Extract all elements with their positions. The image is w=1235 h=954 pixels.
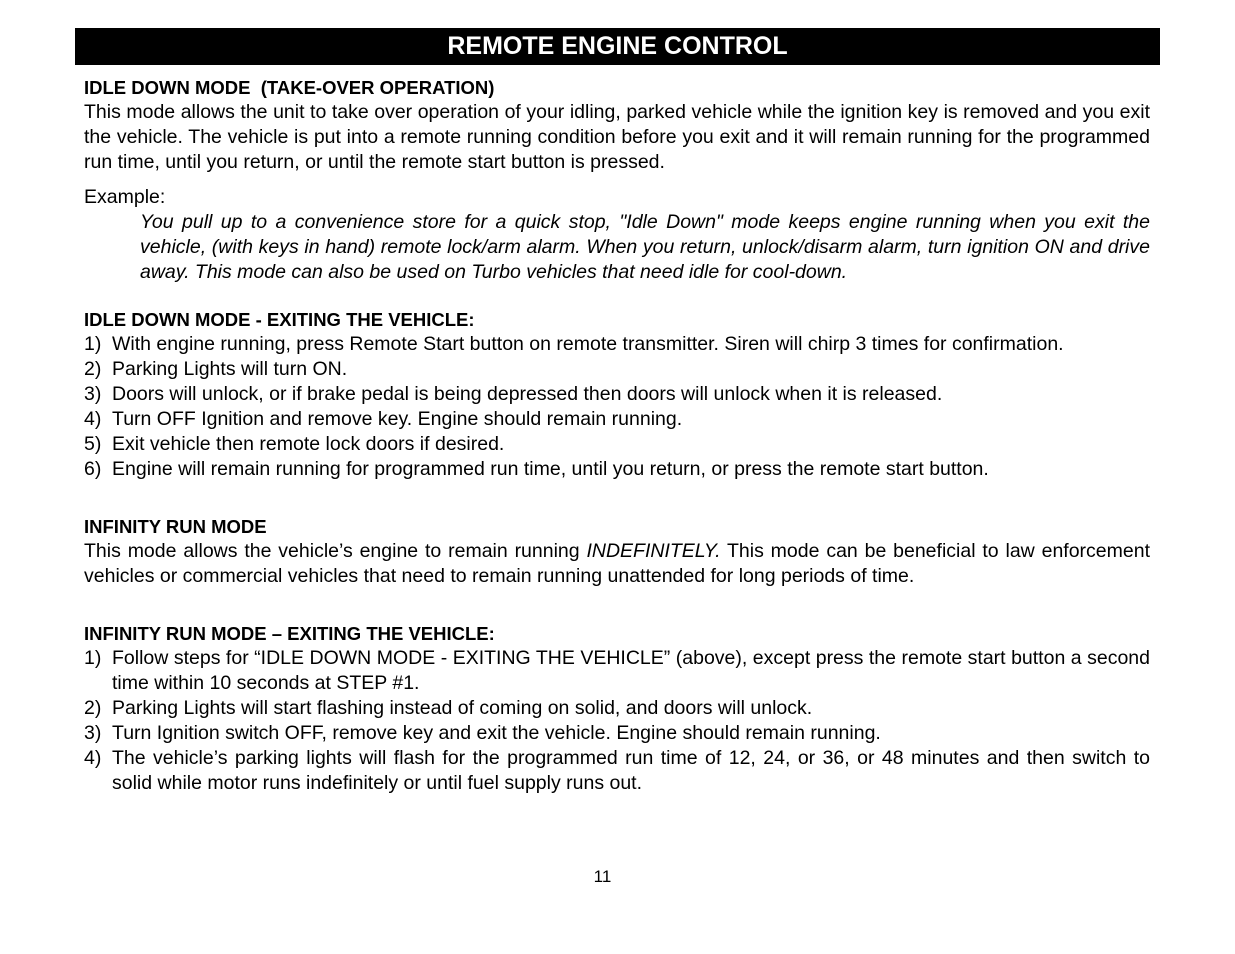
infinity-exit-steps bbox=[84, 646, 1150, 796]
example-text: You pull up to a convenience store for a quick stop, "Idle Down" mode keeps engine running when you exit the vehicle, (with keys in hand) remote lock/arm alarm. When you return, unlock/disarm alarm, turn ignition ON and drive away. This mode can also be used on Turbo vehicles that need idle for cool-down. bbox=[140, 211, 1150, 283]
idle-down-exit-heading: IDLE DOWN MODE - EXITING THE VEHICLE: bbox=[84, 309, 475, 330]
step-text: Turn Ignition switch OFF, remove key and exit the vehicle. Engine should remain running. bbox=[112, 722, 881, 744]
list-item bbox=[84, 357, 1150, 382]
page-title: REMOTE ENGINE CONTROL bbox=[75, 28, 1160, 65]
list-item bbox=[84, 746, 1150, 796]
step-text: Engine will remain running for programmed run time, until you return, or press the remote start button. bbox=[112, 458, 989, 480]
page-number: 11 bbox=[593, 867, 612, 886]
step-text: The vehicle’s parking lights will flash for the programmed run time of 12, 24, or 36, or 48 minutes and then switch to solid while motor runs indefinitely or until fuel supply runs out. bbox=[112, 747, 1150, 794]
idle-down-heading: IDLE DOWN MODE (TAKE-OVER OPERATION) bbox=[84, 77, 495, 98]
step-text: Exit vehicle then remote lock doors if desired. bbox=[112, 433, 505, 455]
example-label: Example: bbox=[84, 186, 166, 208]
infinity-description-end: This mode can be beneficial to law enforcement vehicles or commercial vehicles that need to remain running unattended for long periods of time. bbox=[84, 540, 1150, 587]
step-number: 2) bbox=[84, 358, 102, 380]
step-text: Parking Lights will turn ON. bbox=[112, 358, 348, 380]
list-item bbox=[84, 721, 1150, 746]
idle-down-description: This mode allows the unit to take over operation of your idling, parked vehicle while the ignition key is removed and you exit the vehicle. The vehicle is put into a remote running condition before you exit and it will remain running for the programmed run time, until you return, or until the remote start button is pressed. bbox=[84, 101, 1150, 173]
infinity-description-emphasis: INDEFINITELY. bbox=[586, 540, 721, 562]
step-text: Parking Lights will start flashing instead of coming on solid, and doors will unlock. bbox=[112, 697, 813, 719]
step-number: 1) bbox=[84, 333, 102, 355]
step-number: 4) bbox=[84, 408, 102, 430]
list-item bbox=[84, 432, 1150, 457]
list-item bbox=[84, 382, 1150, 407]
step-text: Turn OFF Ignition and remove key. Engine should remain running. bbox=[112, 408, 683, 430]
idle-down-exit-steps bbox=[84, 332, 1150, 482]
step-number: 6) bbox=[84, 458, 102, 480]
infinity-exit-heading: INFINITY RUN MODE – EXITING THE VEHICLE: bbox=[84, 623, 495, 644]
document-body bbox=[84, 75, 1150, 796]
step-text: Doors will unlock, or if brake pedal is being depressed then doors will unlock when it is released. bbox=[112, 383, 943, 405]
step-number: 3) bbox=[84, 383, 102, 405]
list-item bbox=[84, 696, 1150, 721]
step-number: 5) bbox=[84, 433, 102, 455]
list-item bbox=[84, 646, 1150, 696]
list-item bbox=[84, 457, 1150, 482]
step-number: 2) bbox=[84, 697, 102, 719]
step-number: 1) bbox=[84, 647, 102, 669]
infinity-description-start: This mode allows the vehicle’s engine to remain running bbox=[84, 540, 587, 562]
step-number: 3) bbox=[84, 722, 102, 744]
step-text: With engine running, press Remote Start button on remote transmitter. Siren will chirp 3 times for confirmation. bbox=[112, 333, 1064, 355]
step-number: 4) bbox=[84, 747, 102, 769]
infinity-description bbox=[84, 539, 1150, 589]
step-text: Follow steps for “IDLE DOWN MODE - EXITING THE VEHICLE” (above), except press the remote start button a second time within 10 seconds at STEP #1. bbox=[112, 647, 1150, 694]
infinity-heading: INFINITY RUN MODE bbox=[84, 516, 267, 537]
list-item bbox=[84, 407, 1150, 432]
list-item bbox=[84, 332, 1150, 357]
